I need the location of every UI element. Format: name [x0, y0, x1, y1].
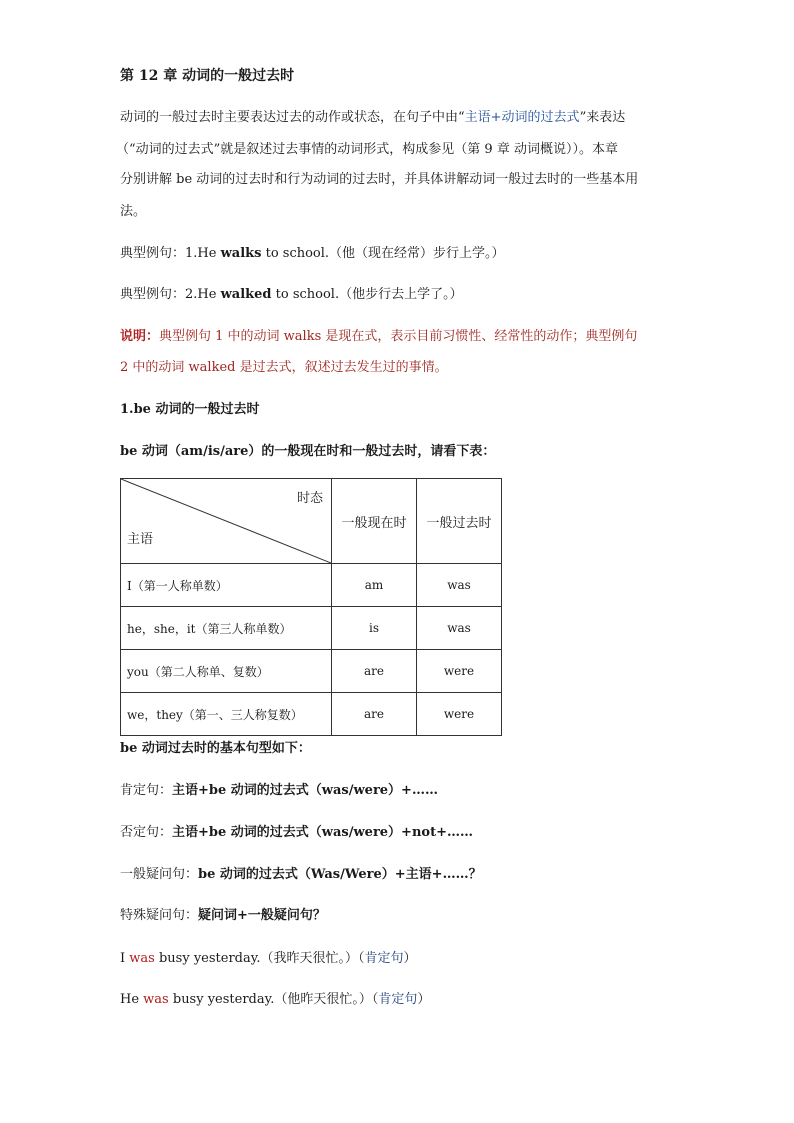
- example-1: 典型例句：1.He walks to school.（他（现在经常）步行上学。）: [120, 246, 505, 261]
- pattern-negative: 否定句：主语+be 动词的过去式（was/were）+not+……: [120, 825, 473, 840]
- example-sentence-2: He was busy yesterday.（他昨天很忙。）（肯定句）: [120, 992, 431, 1007]
- note-line-2: 2 中的动词 walked 是过去式，叙述过去发生过的事情。: [120, 360, 448, 375]
- row-past: were: [417, 693, 502, 736]
- example-2: 典型例句：2.He walked to school.（他步行去上学了。）: [120, 287, 463, 302]
- row-present: am: [332, 564, 417, 607]
- patterns-heading: be 动词过去时的基本句型如下：: [120, 741, 311, 756]
- row-subject: I（第一人称单数）: [121, 564, 332, 607]
- corner-label-tense: 时态: [296, 491, 323, 506]
- chapter-title: 第 12 章 动词的一般过去时: [120, 68, 295, 84]
- row-present: is: [332, 607, 417, 650]
- note-line-1: 说明：典型例句 1 中的动词 walks 是现在式，表示目前习惯性、经常性的动作；典型例句: [120, 329, 638, 344]
- table-corner-cell: [121, 479, 332, 564]
- header-present: 一般现在时: [332, 479, 417, 564]
- row-past: were: [417, 650, 502, 693]
- table-intro: be 动词（am/is/are）的一般现在时和一般过去时，请看下表：: [120, 444, 496, 459]
- row-present: are: [332, 650, 417, 693]
- row-subject: he，she，it（第三人称单数）: [121, 607, 332, 650]
- table-row: [121, 607, 502, 650]
- pattern-question: 一般疑问句：be 动词的过去式（Was/Were）+主语+……？: [120, 867, 482, 882]
- pattern-affirmative: 肯定句：主语+be 动词的过去式（was/were）+……: [120, 783, 438, 798]
- row-past: was: [417, 607, 502, 650]
- intro-line-3: 分别讲解 be 动词的过去时和行为动词的过去时，并具体讲解动词一般过去时的一些基本用: [120, 172, 639, 187]
- corner-label-subject: 主语: [127, 532, 154, 547]
- intro-highlight: 主语+动词的过去式: [464, 110, 580, 125]
- intro-line-4: 法。: [120, 204, 147, 219]
- be-verb-table: [120, 478, 502, 736]
- table-row: [121, 650, 502, 693]
- example-sentence-1: I was busy yesterday.（我昨天很忙。）（肯定句）: [120, 951, 417, 966]
- table-row: [121, 564, 502, 607]
- pattern-wh-question: 特殊疑问句：疑问词+一般疑问句？: [120, 908, 326, 923]
- intro-line-1: 动词的一般过去时主要表达过去的动作或状态，在句子中由“主语+动词的过去式”来表达: [120, 110, 626, 125]
- table-row: [121, 693, 502, 736]
- intro-line-2: （“动词的过去式”就是叙述过去事情的动词形式，构成参见（第 9 章 动词概说））。本章: [116, 142, 618, 157]
- row-past: was: [417, 564, 502, 607]
- section-heading: 1.be 动词的一般过去时: [120, 402, 260, 417]
- header-past: 一般过去时: [417, 479, 502, 564]
- table-header-row: [121, 479, 502, 564]
- row-subject: you（第二人称单、复数）: [121, 650, 332, 693]
- row-present: are: [332, 693, 417, 736]
- row-subject: we，they（第一、三人称复数）: [121, 693, 332, 736]
